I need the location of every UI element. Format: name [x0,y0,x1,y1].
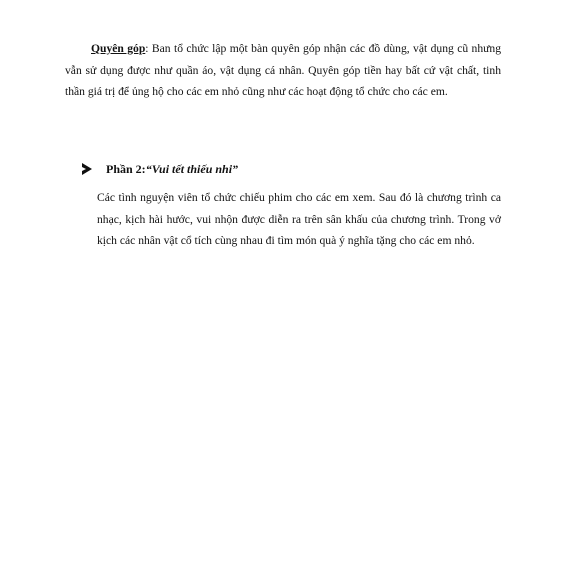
section-body-paragraph: Các tình nguyện viên tổ chức chiếu phim cho các em xem. Sau đó là chương trình ca nhạc, kịch hài hước, vui nhộn được diễn ra trên sân khấu của chương trình. Trong vở kịch các nhân vật cổ tích cùng nhau đi tìm món quà ý nghĩa tặng cho các em nhỏ. [97,191,501,247]
donation-lead-label: Quyên góp [91,42,146,55]
section-heading-prefix: Phần 2: [106,162,146,176]
section-heading [82,159,238,179]
arrowhead-bullet-icon [82,163,92,175]
section-heading-title: “Vui tết thiếu nhi” [145,162,239,176]
donation-paragraph [65,38,501,103]
donation-body-text: : Ban tổ chức lập một bàn quyên góp nhận các đồ dùng, vật dụng cũ nhưng vẫn sử dụng được như quần áo, vật dụng cá nhân. Quyên góp tiền hay bất cứ vật chất, tinh thần giá trị để ủng hộ cho các em nhỏ cũng như các hoạt động tổ chức cho các em. [65,42,501,98]
